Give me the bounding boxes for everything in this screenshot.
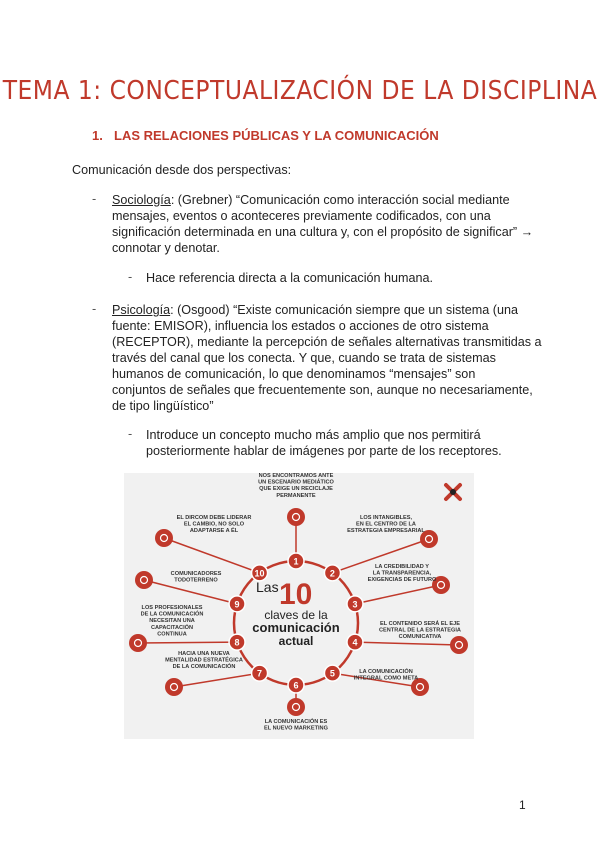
- claim-label: CENTRAL DE LA ESTRATEGIA: [379, 627, 461, 634]
- claim-icon: [129, 634, 147, 652]
- claim-label: EN EL CENTRO DE LA: [356, 521, 416, 528]
- text-line: significación determinada en una cultura y, con el propósito de significar” →: [112, 225, 534, 239]
- list-bullet: -: [92, 192, 97, 206]
- claim-icon: [450, 636, 468, 654]
- claim-label: LOS PROFESIONALES: [141, 605, 203, 611]
- claim-label: HACIA UNA NUEVA: [178, 651, 230, 657]
- number-label: 9: [234, 599, 240, 610]
- claim-icon: [287, 508, 305, 526]
- number-label: 1: [293, 556, 299, 567]
- number-label: 2: [329, 568, 335, 579]
- text-line: posteriormente hablar de imágenes por parte de los receptores.: [146, 444, 502, 458]
- number-label: 3: [352, 599, 358, 610]
- claim-icon: [155, 529, 173, 547]
- number-label: 10: [254, 568, 265, 579]
- text-line: conjuntos de señales que frecuentemente son, aunque no necesariamente,: [112, 383, 533, 397]
- claim-label: CAPACITACIÓN: [150, 624, 194, 631]
- claim-icon: [135, 571, 153, 589]
- number-label: 5: [329, 668, 335, 679]
- text-line: : (Osgood) “Existe comunicación siempre que un sistema (una: [170, 303, 518, 317]
- text-line: (RECEPTOR), mediante la percepción de señales alternativas transmitidas a: [112, 335, 542, 349]
- sub-bullet: -: [128, 427, 133, 441]
- text-line: connotar y denotar.: [112, 241, 220, 255]
- text-line: través del canal que los conecta. Y que, cuando se trata de sistemas: [112, 351, 496, 365]
- claim-label: QUE EXIGE UN RECICLAJE: [259, 486, 333, 493]
- claim-label: UN ESCENARIO MEDIÁTICO: [258, 479, 334, 486]
- text-line: : (Grebner) “Comunicación como interacción social mediante: [170, 193, 510, 207]
- sub-item-text: [146, 427, 502, 459]
- sub-item-text: Hace referencia directa a la comunicación humana.: [146, 271, 434, 285]
- claim-label: ADAPTARSE A ÉL: [189, 528, 239, 535]
- number-label: 4: [352, 637, 358, 648]
- claim-label: EL NUEVO MARKETING: [264, 725, 328, 732]
- center-text-las: Las: [256, 579, 279, 595]
- text-line: fuente: EMISOR), influencia los estados o acciones de otro sistema: [112, 319, 489, 333]
- list-item-sociologia: [112, 192, 533, 256]
- section-number: 1.: [92, 128, 103, 143]
- page-title: TEMA 1: CONCEPTUALIZACIÓN DE LA DISCIPLINA: [2, 76, 598, 106]
- claim-label: ESTRATEGIA EMPRESARIAL: [347, 528, 425, 535]
- term-sociologia: Sociología: [112, 193, 171, 207]
- claim-label: NECESITAN UNA: [149, 618, 195, 625]
- list-bullet: -: [92, 302, 97, 316]
- claim-label: CONTINUA: [157, 631, 187, 638]
- spoke-line: [138, 642, 237, 643]
- list-item-psicologia: [112, 302, 542, 414]
- claim-label: DE LA COMUNICACIÓN: [172, 664, 236, 671]
- text-line: Introduce un concepto mucho más amplio que nos permitirá: [146, 428, 481, 442]
- claim-label: TODOTERRENO: [174, 577, 218, 584]
- center-text-actual: actual: [278, 634, 314, 648]
- claim-label: MENTALIDAD ESTRATÉGICA: [165, 657, 243, 664]
- claim-label: DE LA COMUNICACIÓN: [140, 611, 204, 618]
- center-text-comunicacion: comunicación: [252, 620, 340, 635]
- claim-label: EL CAMBIO, NO SOLO: [183, 521, 245, 528]
- claim-icon: [165, 678, 183, 696]
- claim-icon: [287, 698, 305, 716]
- spoke-line: [355, 642, 459, 645]
- claim-label: LOS INTANGIBLES,: [359, 515, 413, 521]
- spoke-line: [355, 585, 441, 604]
- infographic-svg: [124, 473, 474, 739]
- number-label: 8: [234, 637, 240, 648]
- text-line: mensajes, eventos o aconteceres previamente codificados, con una: [112, 209, 491, 223]
- center-text-claves: claves de la: [264, 608, 328, 622]
- claim-label: COMUNICADORES: [170, 571, 222, 577]
- claim-label: PERMANENTE: [276, 492, 316, 499]
- intro-text: Comunicación desde dos perspectivas:: [72, 163, 292, 177]
- claim-label: EXIGENCIAS DE FUTURO: [367, 577, 437, 584]
- section-title: LAS RELACIONES PÚBLICAS Y LA COMUNICACIÓN: [114, 128, 439, 143]
- logo-mark: [446, 485, 460, 499]
- claim-label: COMUNICATIVA: [398, 634, 442, 641]
- page-number: 1: [519, 798, 526, 812]
- spoke-line: [164, 538, 260, 573]
- sub-bullet: -: [128, 270, 133, 284]
- claim-label: LA COMUNICACIÓN ES: [264, 719, 328, 725]
- claim-label: INTEGRAL COMO META: [353, 675, 419, 682]
- center-text-10: 10: [279, 578, 313, 611]
- infographic-10-claves: [124, 473, 474, 739]
- claim-label: LA COMUNICACIÓN: [359, 669, 413, 675]
- text-line: de tipo lingüístico”: [112, 399, 214, 413]
- claim-label: LA CREDIBILIDAD Y: [374, 564, 430, 570]
- claim-label: EL CONTENIDO SERÁ EL EJE: [380, 621, 460, 627]
- term-psicologia: Psicología: [112, 303, 171, 317]
- number-label: 7: [257, 668, 263, 679]
- claim-label: LA TRANSPARENCIA,: [372, 570, 432, 577]
- number-label: 6: [293, 680, 299, 691]
- section-heading: [92, 128, 439, 143]
- claim-label: NOS ENCONTRAMOS ANTE: [258, 473, 334, 479]
- claim-label: EL DIRCOM DEBE LIDERAR: [176, 515, 252, 521]
- spoke-line: [174, 673, 260, 687]
- text-line: humanos de comunicación, lo que denominamos “mensajes” son: [112, 367, 476, 381]
